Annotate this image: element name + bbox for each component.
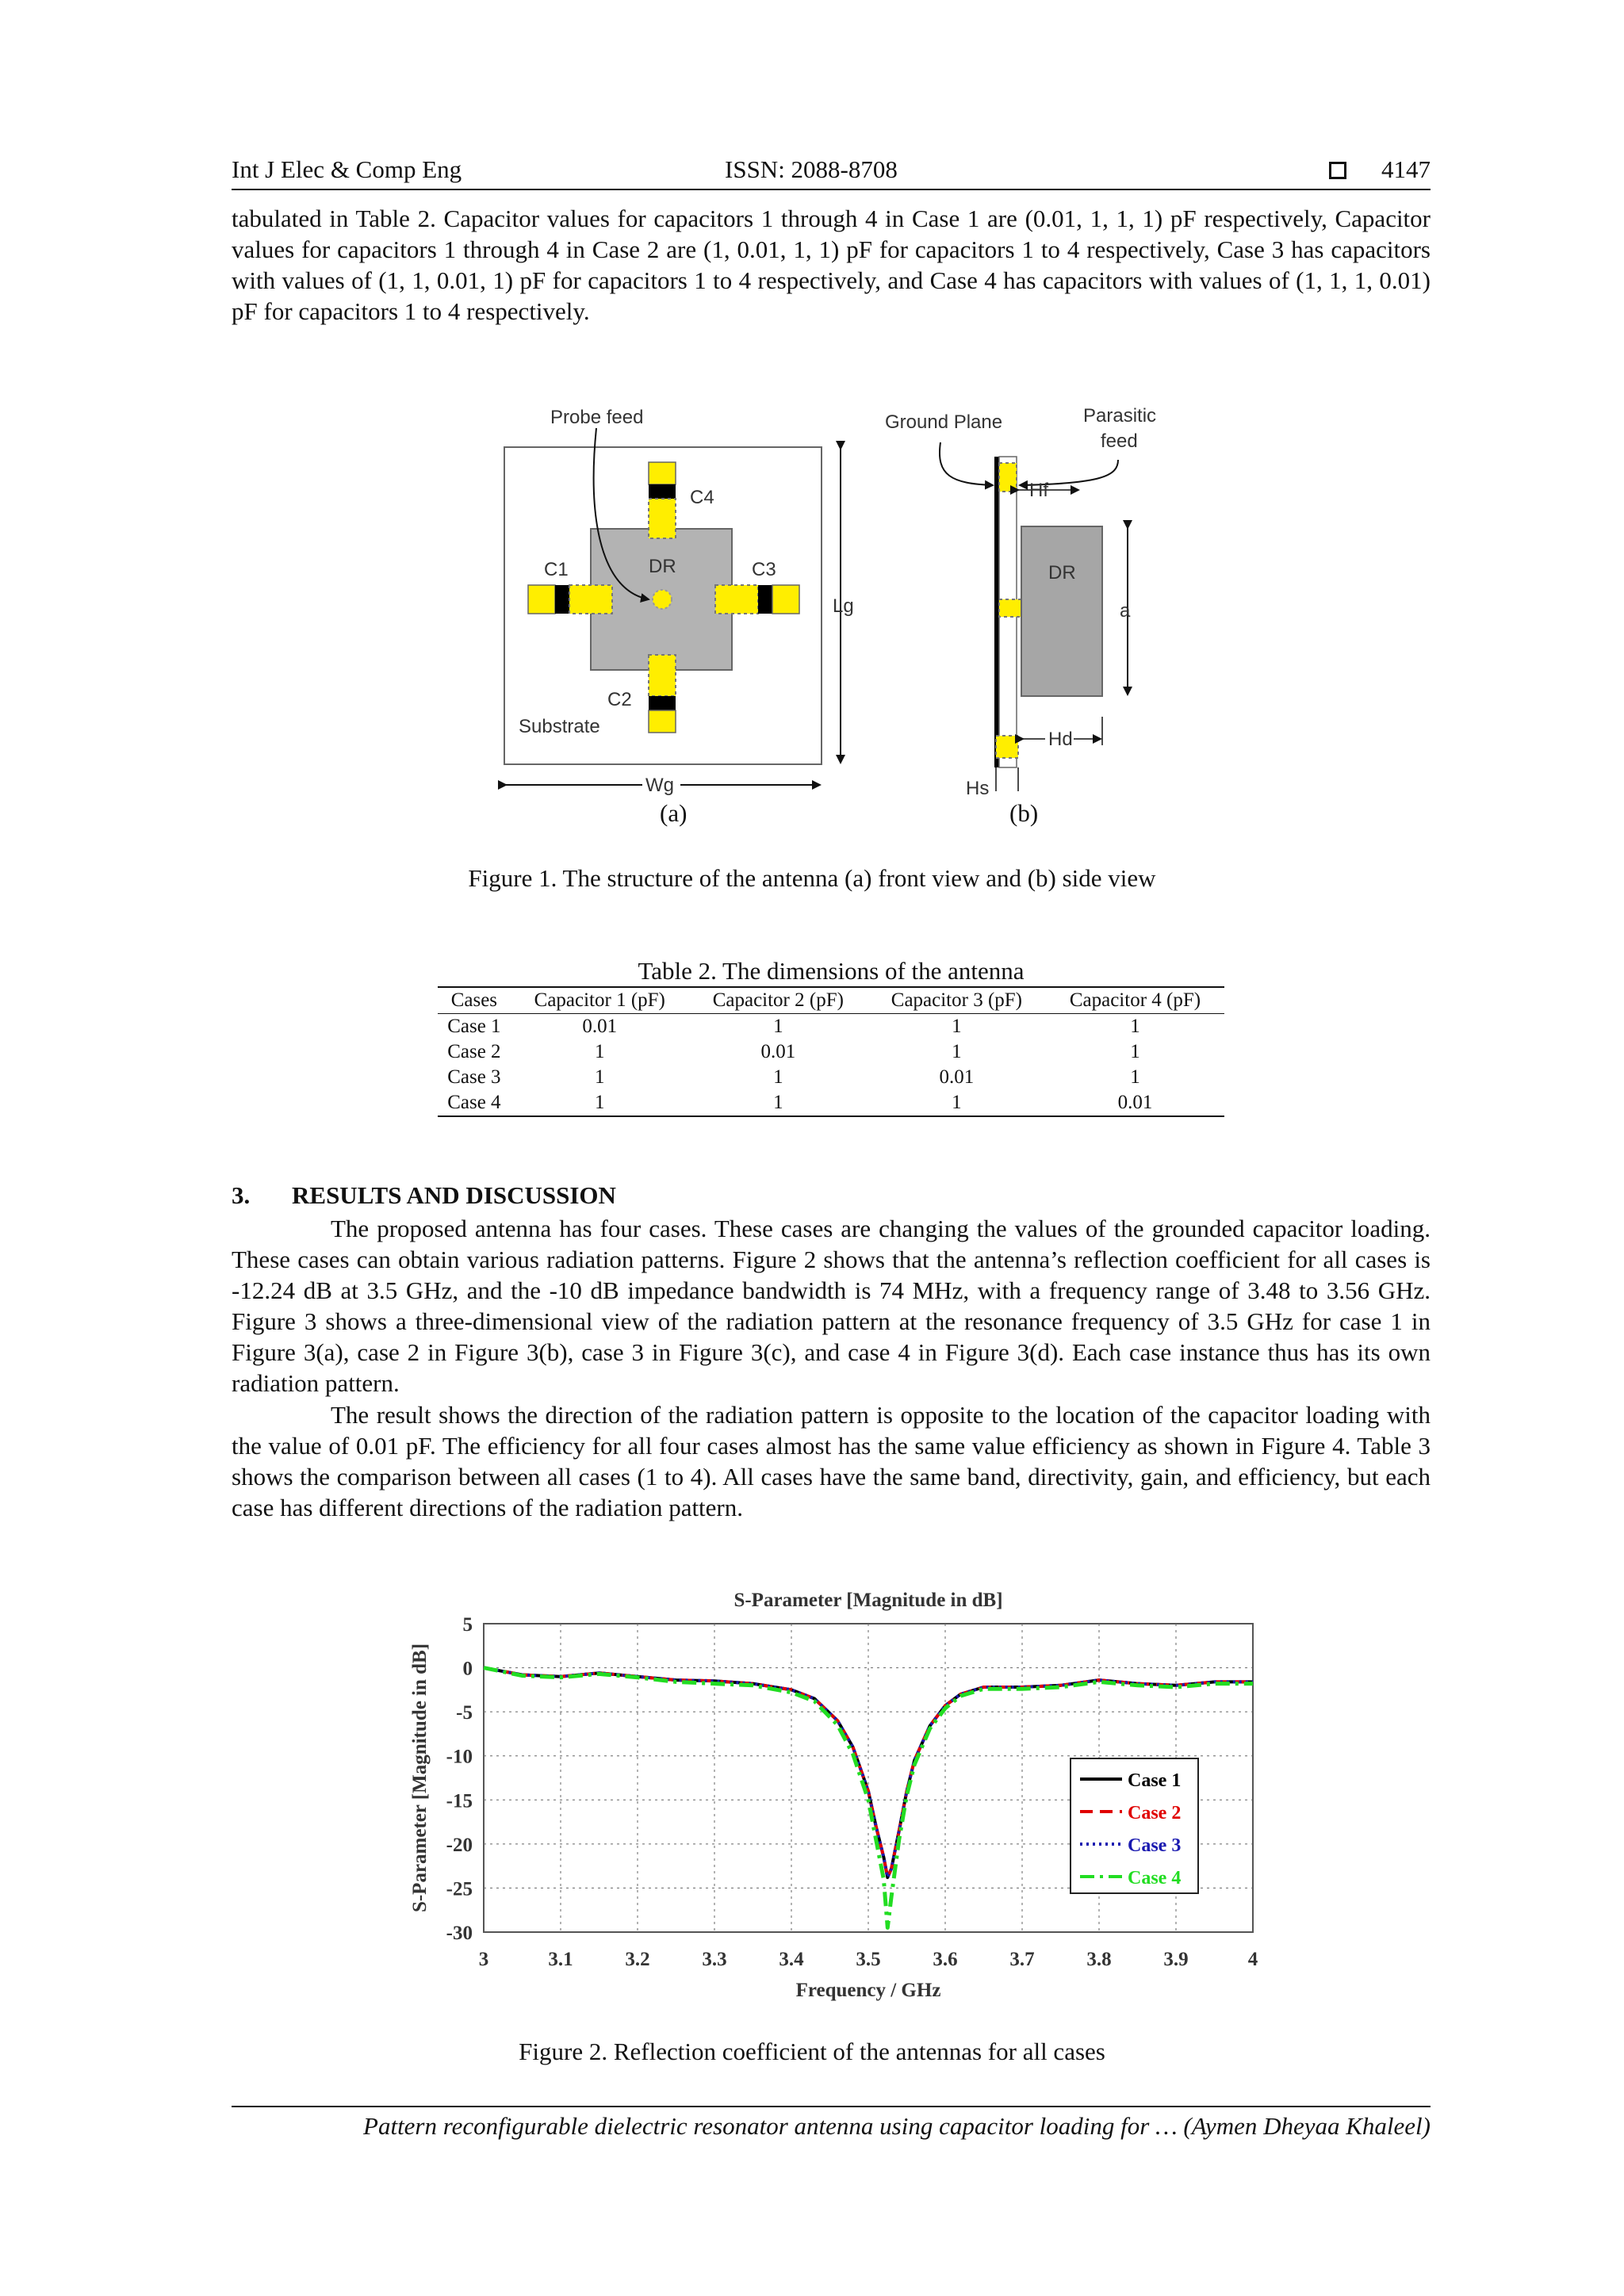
table-cell: 1 (773, 1016, 783, 1037)
section-number: 3. (232, 1181, 251, 1209)
legend-entry: Case 2 (1128, 1803, 1182, 1823)
table-cell: 1 (773, 1066, 783, 1088)
y-tick-label: -25 (446, 1878, 473, 1900)
table-cell: 1 (1130, 1016, 1140, 1037)
section-title: RESULTS AND DISCUSSION (292, 1181, 616, 1209)
table-cell: 1 (952, 1016, 962, 1037)
table-cell: 1 (952, 1041, 962, 1062)
body-paragraph-1: The proposed antenna has four cases. These cases are changing the values of the grounded capacitor loading. These cases can obtain various radiation patterns. Figure 2 shows that the antenna’s reflection coefficient for all cases is -12.24 dB at 3.5 GHz, and the -10 dB impedance bandwidth is 74 MHz, with a frequency range of 3.48 to 3.56 GHz. Figure 3 shows a three-dimensional view of the radiation pattern at the resonance frequency of 3.5 GHz for case 1 in Figure 3(a), case 2 in Figure 3(b), case 3 in Figure 3(c), and case 4 in Figure 3(d). Each case instance thus has its own radiation pattern. (232, 1215, 1431, 1397)
y-tick-label: 5 (462, 1614, 473, 1636)
probe-feed-point (653, 590, 672, 609)
table-cell: 1 (595, 1066, 605, 1088)
a-label: a (1120, 600, 1131, 622)
issn: ISSN: 2088-8708 (725, 155, 898, 183)
table-cell: Case 4 (447, 1092, 501, 1113)
x-tick-label: 3.7 (1009, 1949, 1035, 1970)
x-tick-label: 3 (478, 1949, 489, 1970)
dr-label-front: DR (649, 556, 676, 577)
x-tick-label: 3.5 (856, 1949, 881, 1970)
c4-label: C4 (690, 487, 714, 508)
table-header-cell: Capacitor 3 (pF) (891, 989, 1022, 1011)
dr-label-side: DR (1048, 562, 1076, 584)
side-dielectric-resonator (1021, 526, 1102, 696)
table-cell: 1 (595, 1092, 605, 1113)
page-number-wrap (1329, 155, 1431, 184)
parasitic-label-line2: feed (1101, 430, 1138, 452)
figure1-sublabel-a: (a) (660, 799, 688, 827)
feed-strip-c3 (772, 585, 799, 614)
y-tick-label: -5 (456, 1702, 473, 1724)
legend-entry: Case 3 (1128, 1835, 1182, 1856)
x-tick-label: 3.2 (625, 1949, 650, 1970)
c3-label: C3 (752, 559, 776, 580)
figure1-sublabel-b: (b) (1009, 799, 1039, 827)
feed-strip-c1 (528, 585, 555, 614)
table-cell: Case 3 (447, 1066, 501, 1088)
side-parasitic-feed (999, 463, 1017, 492)
parasitic-label-line1: Parasitic (1083, 405, 1157, 427)
y-tick-label: -20 (446, 1834, 473, 1856)
lg-label: Lg (833, 595, 854, 617)
page-number: 4147 (1381, 155, 1431, 183)
figure2-caption: Figure 2. Reflection coefficient of the antennas for all cases (519, 2038, 1105, 2065)
hf-label: Hf (1029, 480, 1048, 501)
dotted-strip-c2 (649, 655, 676, 696)
y-tick-label: -10 (446, 1746, 473, 1768)
chart-title: S-Parameter [Magnitude in dB] (733, 1590, 1003, 1611)
legend-entry: Case 4 (1128, 1868, 1182, 1888)
x-tick-label: 3.9 (1163, 1949, 1189, 1970)
feed-strip-c2 (649, 710, 676, 733)
probe-feed-label: Probe feed (550, 407, 644, 428)
table-row (438, 1065, 1224, 1090)
capacitor-c4 (649, 484, 676, 499)
capacitor-c3 (758, 585, 772, 614)
section-heading (232, 1181, 616, 1210)
table-cell: 0.01 (939, 1066, 975, 1088)
legend-entry: Case 1 (1128, 1770, 1182, 1791)
table-cell: 1 (595, 1041, 605, 1062)
feed-strip-c4 (649, 462, 676, 484)
ground-plane-arrow (940, 442, 993, 485)
table-cell: 0.01 (582, 1016, 618, 1037)
table-row (438, 1090, 1224, 1116)
table-cell: Case 1 (447, 1016, 501, 1037)
table-header-cell: Cases (450, 989, 498, 1011)
table-row (438, 1014, 1224, 1040)
c2-label: C2 (607, 689, 632, 710)
x-tick-label: 3.6 (933, 1949, 958, 1970)
table2 (438, 956, 1224, 1117)
x-tick-label: 3.4 (779, 1949, 804, 1970)
footer-rule (232, 2106, 1431, 2107)
y-axis-label: S-Parameter [Magnitude in dB] (409, 1643, 431, 1913)
side-bottom-strip (996, 736, 1018, 758)
square-bullet-icon (1329, 162, 1346, 179)
x-axis-label: Frequency / GHz (795, 1980, 941, 2001)
table-cell: 0.01 (1117, 1092, 1153, 1113)
table-cell: 0.01 (760, 1041, 796, 1062)
table-row (438, 1039, 1224, 1065)
sparameter-chart (396, 1582, 1269, 2010)
figure1-caption: Figure 1. The structure of the antenna (a) front view and (b) side view (468, 864, 1156, 892)
table-header-row (438, 987, 1224, 1014)
c1-label: C1 (544, 559, 569, 580)
x-tick-label: 4 (1247, 1949, 1258, 1970)
header-rule (232, 189, 1431, 190)
figure1-diagram (0, 388, 1624, 817)
table-cell: 1 (773, 1092, 783, 1113)
hd-label: Hd (1048, 729, 1073, 750)
hs-label: Hs (966, 778, 990, 799)
substrate-label: Substrate (519, 716, 600, 737)
journal-name: Int J Elec & Comp Eng (232, 155, 462, 183)
capacitor-c2 (649, 696, 676, 710)
dotted-strip-c4 (649, 499, 676, 538)
x-tick-label: 3.1 (548, 1949, 573, 1970)
y-tick-label: -15 (446, 1790, 473, 1812)
y-tick-label: 0 (462, 1658, 473, 1680)
x-tick-label: 3.3 (702, 1949, 727, 1970)
ground-plane-label: Ground Plane (885, 411, 1003, 433)
running-footer: Pattern reconfigurable dielectric resonator antenna using capacitor loading for … (Aymen Dheyaa Khaleel) (363, 2112, 1431, 2140)
table-cell: Case 2 (447, 1041, 501, 1062)
wg-label: Wg (645, 775, 674, 796)
table-cell: 1 (952, 1092, 962, 1113)
dotted-strip-c1 (569, 585, 612, 614)
table2-grid (438, 986, 1224, 1117)
y-tick-label: -30 (446, 1923, 473, 1944)
table-cell: 1 (1130, 1041, 1140, 1062)
x-tick-label: 3.8 (1086, 1949, 1112, 1970)
table-header-cell: Capacitor 2 (pF) (712, 989, 844, 1011)
table-cell: 1 (1130, 1066, 1140, 1088)
intro-paragraph: tabulated in Table 2. Capacitor values for capacitors 1 through 4 in Case 1 are (0.01, 1, 1, 1) pF respectively, Capacitor values for capacitors 1 through 4 in Case 2 are (1, 0.01, 1, 1) pF for capacitors 1 to 4 respectively, Case 3 has capacitors with values of (1, 1, 0.01, 1) pF for capacitors 1 to 4 respectively, and Case 4 has capacitors with values of (1, 1, 1, 0.01) pF for capacitors 1 to 4 respectively. (232, 205, 1431, 325)
table2-title: Table 2. The dimensions of the antenna (638, 957, 1025, 985)
table-header-cell: Capacitor 1 (pF) (534, 989, 665, 1011)
capacitor-c1 (555, 585, 569, 614)
running-header (232, 155, 1431, 190)
body-paragraph-2: The result shows the direction of the radiation pattern is opposite to the location of the capacitor loading with the value of 0.01 pF. The efficiency for all four cases almost has the same value efficiency as shown in Figure 4. Table 3 shows the comparison between all cases (1 to 4). All cases have the same band, directivity, gain, and efficiency, but each case has different directions of the radiation pattern. (232, 1401, 1431, 1521)
table-header-cell: Capacitor 4 (pF) (1069, 989, 1201, 1011)
dotted-strip-c3 (715, 585, 758, 614)
